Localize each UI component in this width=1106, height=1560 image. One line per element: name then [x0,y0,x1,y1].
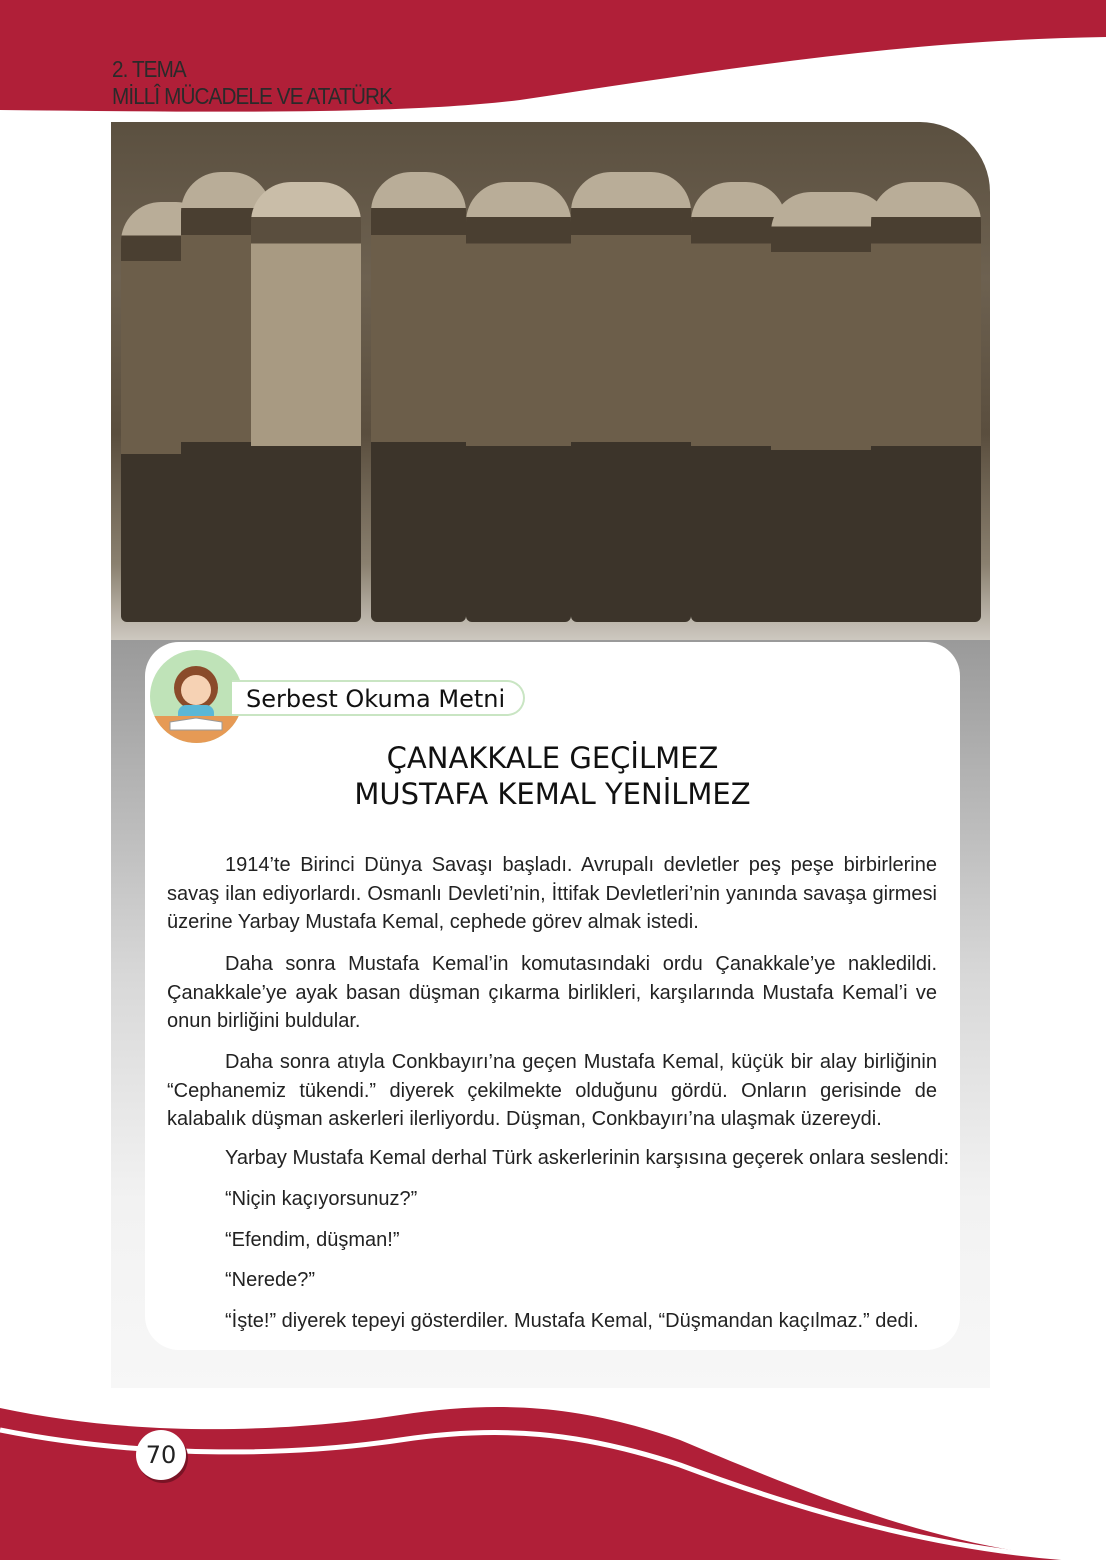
dialogue-line: “Efendim, düşman!” [225,1229,400,1251]
paragraph-1: 1914’te Birinci Dünya Savaşı başladı. Avrupalı devletler peş peşe birbirlerine savaş ilan ediyorlardı. Osmanlı Devleti’nin, İttifak Devletleri’nin yanında savaşa girmesi üzerine Yarbay Mustafa Kemal, cephede görev almak istedi. [167,854,937,933]
paragraph-3: Daha sonra atıyla Conkbayırı’na geçen Mustafa Kemal, küçük bir alay birliğinin “Cephanemiz tükendi.” diyerek çekilmekte olduğunu gördü. Onların gerisinde de kalabalık düşman askerleri ilerliyordu. Düşman, Conkbayırı’na ulaşmak üzereydi. [167,1051,937,1130]
page-number: 70 [136,1430,186,1480]
paragraph-2: Daha sonra Mustafa Kemal’in komutasındaki ordu Çanakkale’ye nakledildi. Çanakkale’ye ayak basan düşman çıkarma birlikleri, karşılarında Mustafa Kemal’i ve onun birliğini buldular. [167,953,937,1032]
reading-girl-icon [150,650,243,743]
section-label: Serbest Okuma Metni [232,680,525,716]
dialogue-line: “Nerede?” [225,1269,316,1291]
dialogue-line: Yarbay Mustafa Kemal derhal Türk askerlerinin karşısına geçerek onlara seslendi: [225,1147,950,1169]
title-line-2: MUSTAFA KEMAL YENİLMEZ [354,777,751,811]
theme-header [112,56,392,110]
historical-photo [111,122,990,642]
title-line-1: ÇANAKKALE GEÇİLMEZ [386,741,719,775]
theme-number: 2. TEMA [112,56,186,82]
dialogue-line: “İşte!” diyerek tepeyi gösterdiler. Mustafa Kemal, “Düşmandan kaçılmaz.” dedi. [225,1310,919,1332]
theme-title: MİLLÎ MÜCADELE VE ATATÜRK [112,83,393,109]
dialogue-line: “Niçin kaçıyorsunuz?” [225,1188,418,1210]
